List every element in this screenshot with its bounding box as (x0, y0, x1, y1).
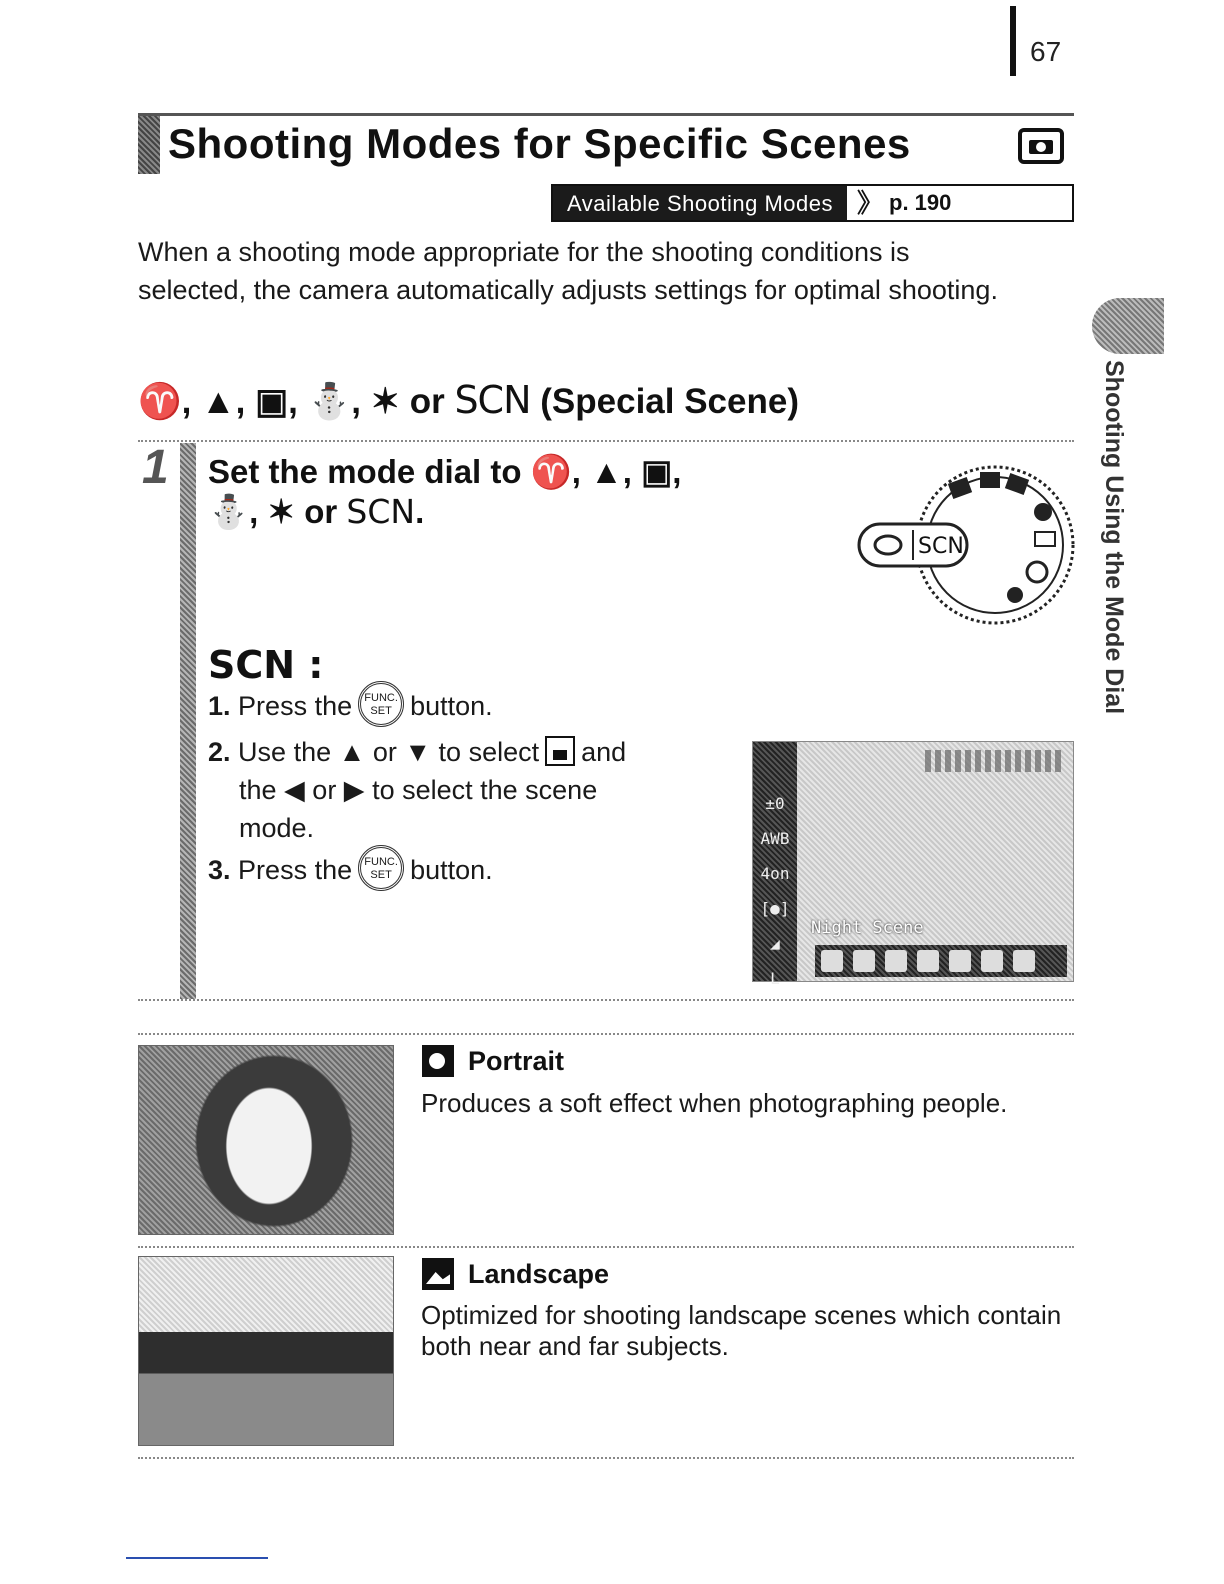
portrait-example-photo (138, 1045, 394, 1235)
lcd-status-icons (925, 750, 1065, 772)
instruction-number: 3. (208, 855, 231, 885)
step-accent-bar (180, 443, 196, 999)
instruction-1 (208, 687, 728, 727)
lcd-scene-strip (815, 945, 1067, 977)
step-bottom-divider (138, 999, 1074, 1001)
instruction-text: Press the (238, 855, 353, 885)
lcd-screenshot (752, 741, 1074, 988)
instruction-text-end: button. (410, 855, 493, 885)
step-top-divider (138, 440, 1074, 442)
scene-select-icon (545, 736, 575, 766)
landscape-description: Optimized for shooting landscape scenes which contain both near and far subjects. (421, 1300, 1062, 1361)
portrait-icon (422, 1045, 454, 1077)
landscape-icon (422, 1258, 454, 1290)
chapter-tab-label: Shooting Using the Mode Dial (1100, 360, 1128, 715)
intro-paragraph: When a shooting mode appropriate for the shooting conditions is selected, the camera automatically adjusts settings for optimal shooting. (138, 237, 998, 305)
section-heading-suffix: (Special Scene) (530, 382, 799, 421)
set-label: SET (370, 868, 392, 881)
scene-icon (885, 950, 907, 972)
instruction-text: Use the ▲ or ▼ to select (238, 737, 540, 767)
page-number: 67 (1030, 36, 1062, 67)
scene-icon (949, 950, 971, 972)
landscape-heading (422, 1258, 609, 1290)
portrait-description: Produces a soft effect when photographing people. (421, 1088, 1008, 1118)
available-modes-strip (551, 184, 1074, 222)
available-modes-label: Available Shooting Modes (553, 186, 847, 220)
page-title: Shooting Modes for Specific Scenes (168, 120, 911, 167)
scene-icon (1013, 950, 1035, 972)
func-set-button-icon (358, 681, 404, 727)
mode-divider (138, 1457, 1074, 1459)
scene-icon (917, 950, 939, 972)
func-set-button-icon (358, 845, 404, 891)
step-number: 1 (142, 441, 169, 494)
lcd-menu-item: L (770, 969, 780, 988)
mode-name: Landscape (468, 1258, 610, 1289)
lcd-menu-item: ±0 (765, 794, 785, 813)
lcd-side-menu (753, 742, 797, 988)
scene-icon (821, 950, 843, 972)
scn-subheading: SCN : (208, 643, 324, 687)
scene-mode-icons: ♈, ▲, ▣, ⛄, ✶ or (138, 382, 455, 421)
section-heading (138, 378, 799, 422)
lcd-menu-item: 4on (760, 864, 790, 883)
func-label: FUNC. (364, 855, 398, 868)
step-title-scn: SCN (346, 492, 416, 531)
lcd-scene-label: Night Scene (811, 918, 924, 938)
instruction-2 (208, 733, 728, 847)
title-rule (138, 113, 1074, 116)
instruction-text-end: button. (410, 691, 493, 721)
step-title-end: . (415, 493, 425, 530)
instruction-text: mode. (239, 813, 315, 843)
mode-divider (138, 1033, 1074, 1035)
step-title-line2: ⛄, ✶ or (208, 493, 347, 530)
instruction-text: Press the (238, 691, 353, 721)
func-label: FUNC. (364, 691, 398, 704)
step-title (208, 452, 828, 532)
landscape-example-photo (138, 1256, 394, 1446)
scene-icon (981, 950, 1003, 972)
mode-name: Portrait (468, 1045, 565, 1076)
instruction-text: and (581, 737, 627, 767)
dial-scn-label: SCN (918, 534, 964, 559)
portrait-heading (422, 1045, 564, 1077)
mode-divider (138, 1246, 1074, 1248)
instruction-number: 1. (208, 691, 231, 721)
scene-icon (853, 950, 875, 972)
lcd-menu-item: ◢ (770, 934, 780, 953)
lcd-menu-item: [●] (760, 899, 790, 918)
title-accent-bar (138, 116, 160, 174)
double-arrow-icon: 》 (857, 188, 884, 218)
instruction-text: the ◀ or ▶ to select the scene (239, 775, 598, 805)
camera-mode-icon (1018, 128, 1064, 164)
lcd-menu-item: AWB (760, 829, 790, 848)
instruction-3 (208, 851, 728, 891)
step-title-line1: Set the mode dial to ♈, ▲, ▣, (208, 453, 682, 490)
page-number-rule (1010, 6, 1016, 76)
page-reference[interactable]: p. 190 (889, 190, 952, 215)
instruction-number: 2. (208, 737, 231, 767)
scn-text: SCN (454, 378, 531, 422)
set-label: SET (370, 704, 392, 717)
mode-dial-illustration (855, 460, 1075, 630)
footer-line (126, 1557, 268, 1559)
chapter-tab[interactable] (1092, 298, 1164, 354)
